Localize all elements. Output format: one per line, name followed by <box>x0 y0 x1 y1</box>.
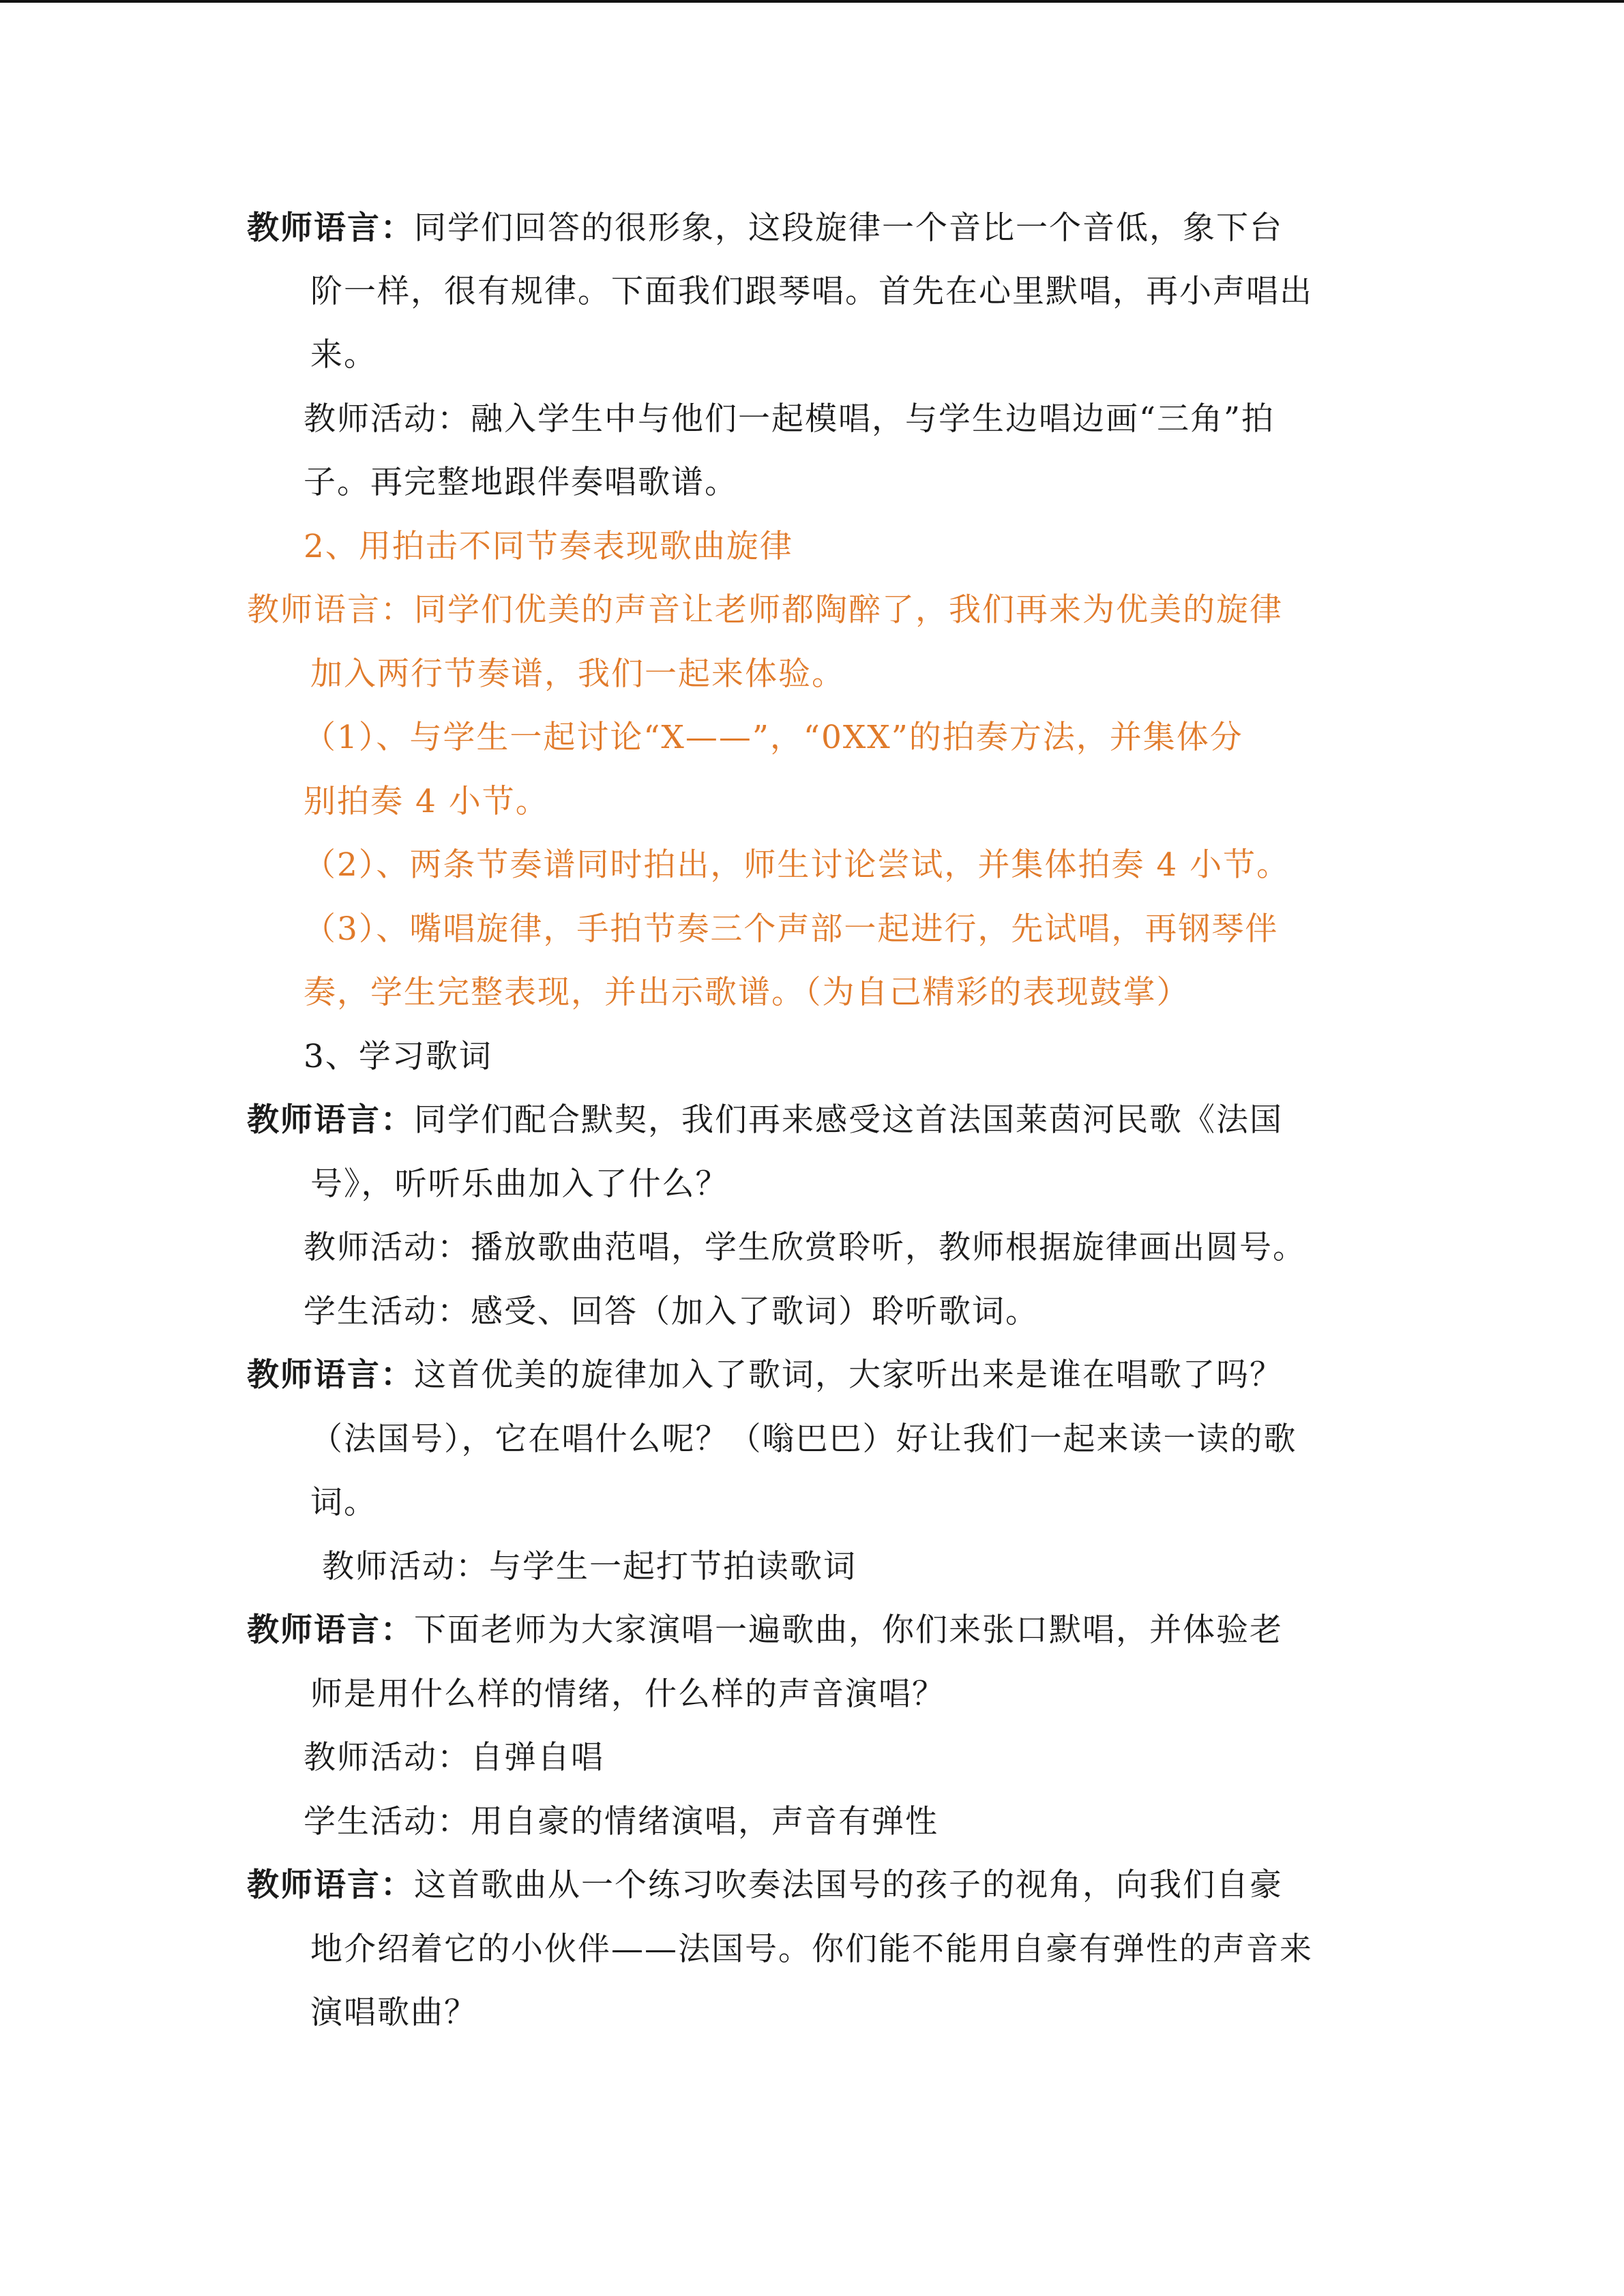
paragraph-9-line-1 <box>247 1610 1283 1651</box>
paragraph-4-line-1 <box>247 1100 1283 1141</box>
paragraph-7-line-2: （法国号），它在唱什么呢？（嗡巴巴）好让我们一起来读一读的歌 <box>310 1420 1297 1458</box>
teacher-activity-self-play: 教师活动：自弹自唱 <box>304 1739 604 1776</box>
step-1-line-2: 别拍奏 4 小节。 <box>304 783 549 820</box>
teacher-language-label: 教师语言： <box>247 1611 414 1649</box>
paragraph-4-line-2: 号》，听听乐曲加入了什么？ <box>310 1165 729 1203</box>
teacher-activity-line-2: 子。再完整地跟伴奏唱歌谱。 <box>304 464 738 501</box>
paragraph-12-line-3: 演唱歌曲？ <box>310 1994 477 2031</box>
section-heading-2: 2、用拍击不同节奏表现歌曲旋律 <box>304 528 793 565</box>
paragraph-text: 同学们回答的很形象，这段旋律一个音比一个音低，象下台 <box>414 209 1283 247</box>
paragraph-7-line-3: 词。 <box>310 1484 377 1521</box>
paragraph-text: 同学们配合默契，我们再来感受这首法国莱茵河民歌《法国 <box>414 1101 1283 1139</box>
paragraph-text: 下面老师为大家演唱一遍歌曲，你们来张口默唱，并体验老 <box>414 1611 1283 1649</box>
teacher-language-label: 教师语言： <box>247 1866 414 1904</box>
step-2-line: （2）、两条节奏谱同时拍出，师生讨论尝试，并集体拍奏 4 小节。 <box>304 846 1290 884</box>
teacher-language-orange-line-2: 加入两行节奏谱，我们一起来体验。 <box>310 655 845 693</box>
step-3-line-1: （3）、嘴唱旋律，手拍节奏三个声部一起进行，先试唱，再钢琴伴 <box>304 910 1279 948</box>
teacher-language-label: 教师语言： <box>247 1101 414 1139</box>
student-activity-listen: 学生活动：感受、回答（加入了歌词）聆听歌词。 <box>304 1293 1039 1330</box>
paragraph-1-line-2: 阶一样，很有规律。下面我们跟琴唱。首先在心里默唱，再小声唱出 <box>310 273 1313 310</box>
paragraph-text: 这首歌曲从一个练习吹奏法国号的孩子的视角，向我们自豪 <box>414 1866 1283 1904</box>
paragraph-7-line-1 <box>247 1355 1283 1396</box>
paragraph-1-line-3: 来。 <box>310 336 377 374</box>
teacher-activity-read-lyrics: 教师活动：与学生一起打节拍读歌词 <box>322 1548 857 1585</box>
paragraph-1-line-1 <box>247 208 1283 249</box>
paragraph-9-line-2: 师是用什么样的情绪，什么样的声音演唱？ <box>310 1675 945 1713</box>
paragraph-12-line-2: 地介绍着它的小伙伴——法国号。你们能不能用自豪有弹性的声音来 <box>310 1930 1313 1968</box>
teacher-activity-line-1: 教师活动：融入学生中与他们一起模唱，与学生边唱边画“三角”拍 <box>304 400 1275 438</box>
teacher-language-label: 教师语言： <box>247 209 414 247</box>
student-activity-sing: 学生活动：用自豪的情绪演唱，声音有弹性 <box>304 1803 939 1840</box>
step-1-line-1: （1）、与学生一起讨论“X——”，“0XX”的拍奏方法，并集体分 <box>304 719 1243 756</box>
step-3-line-2: 奏，学生完整表现，并出示歌谱。（为自己精彩的表现鼓掌） <box>304 974 1190 1011</box>
teacher-language-label: 教师语言： <box>247 1356 414 1394</box>
section-heading-3: 3、学习歌词 <box>304 1038 492 1075</box>
paragraph-12-line-1 <box>247 1865 1283 1906</box>
teacher-activity-playback: 教师活动：播放歌曲范唱，学生欣赏聆听，教师根据旋律画出圆号。 <box>304 1229 1306 1266</box>
teacher-language-orange-line-1: 教师语言：同学们优美的声音让老师都陶醉了，我们再来为优美的旋律 <box>247 591 1283 629</box>
paragraph-text: 这首优美的旋律加入了歌词，大家听出来是谁在唱歌了吗？ <box>414 1356 1283 1394</box>
